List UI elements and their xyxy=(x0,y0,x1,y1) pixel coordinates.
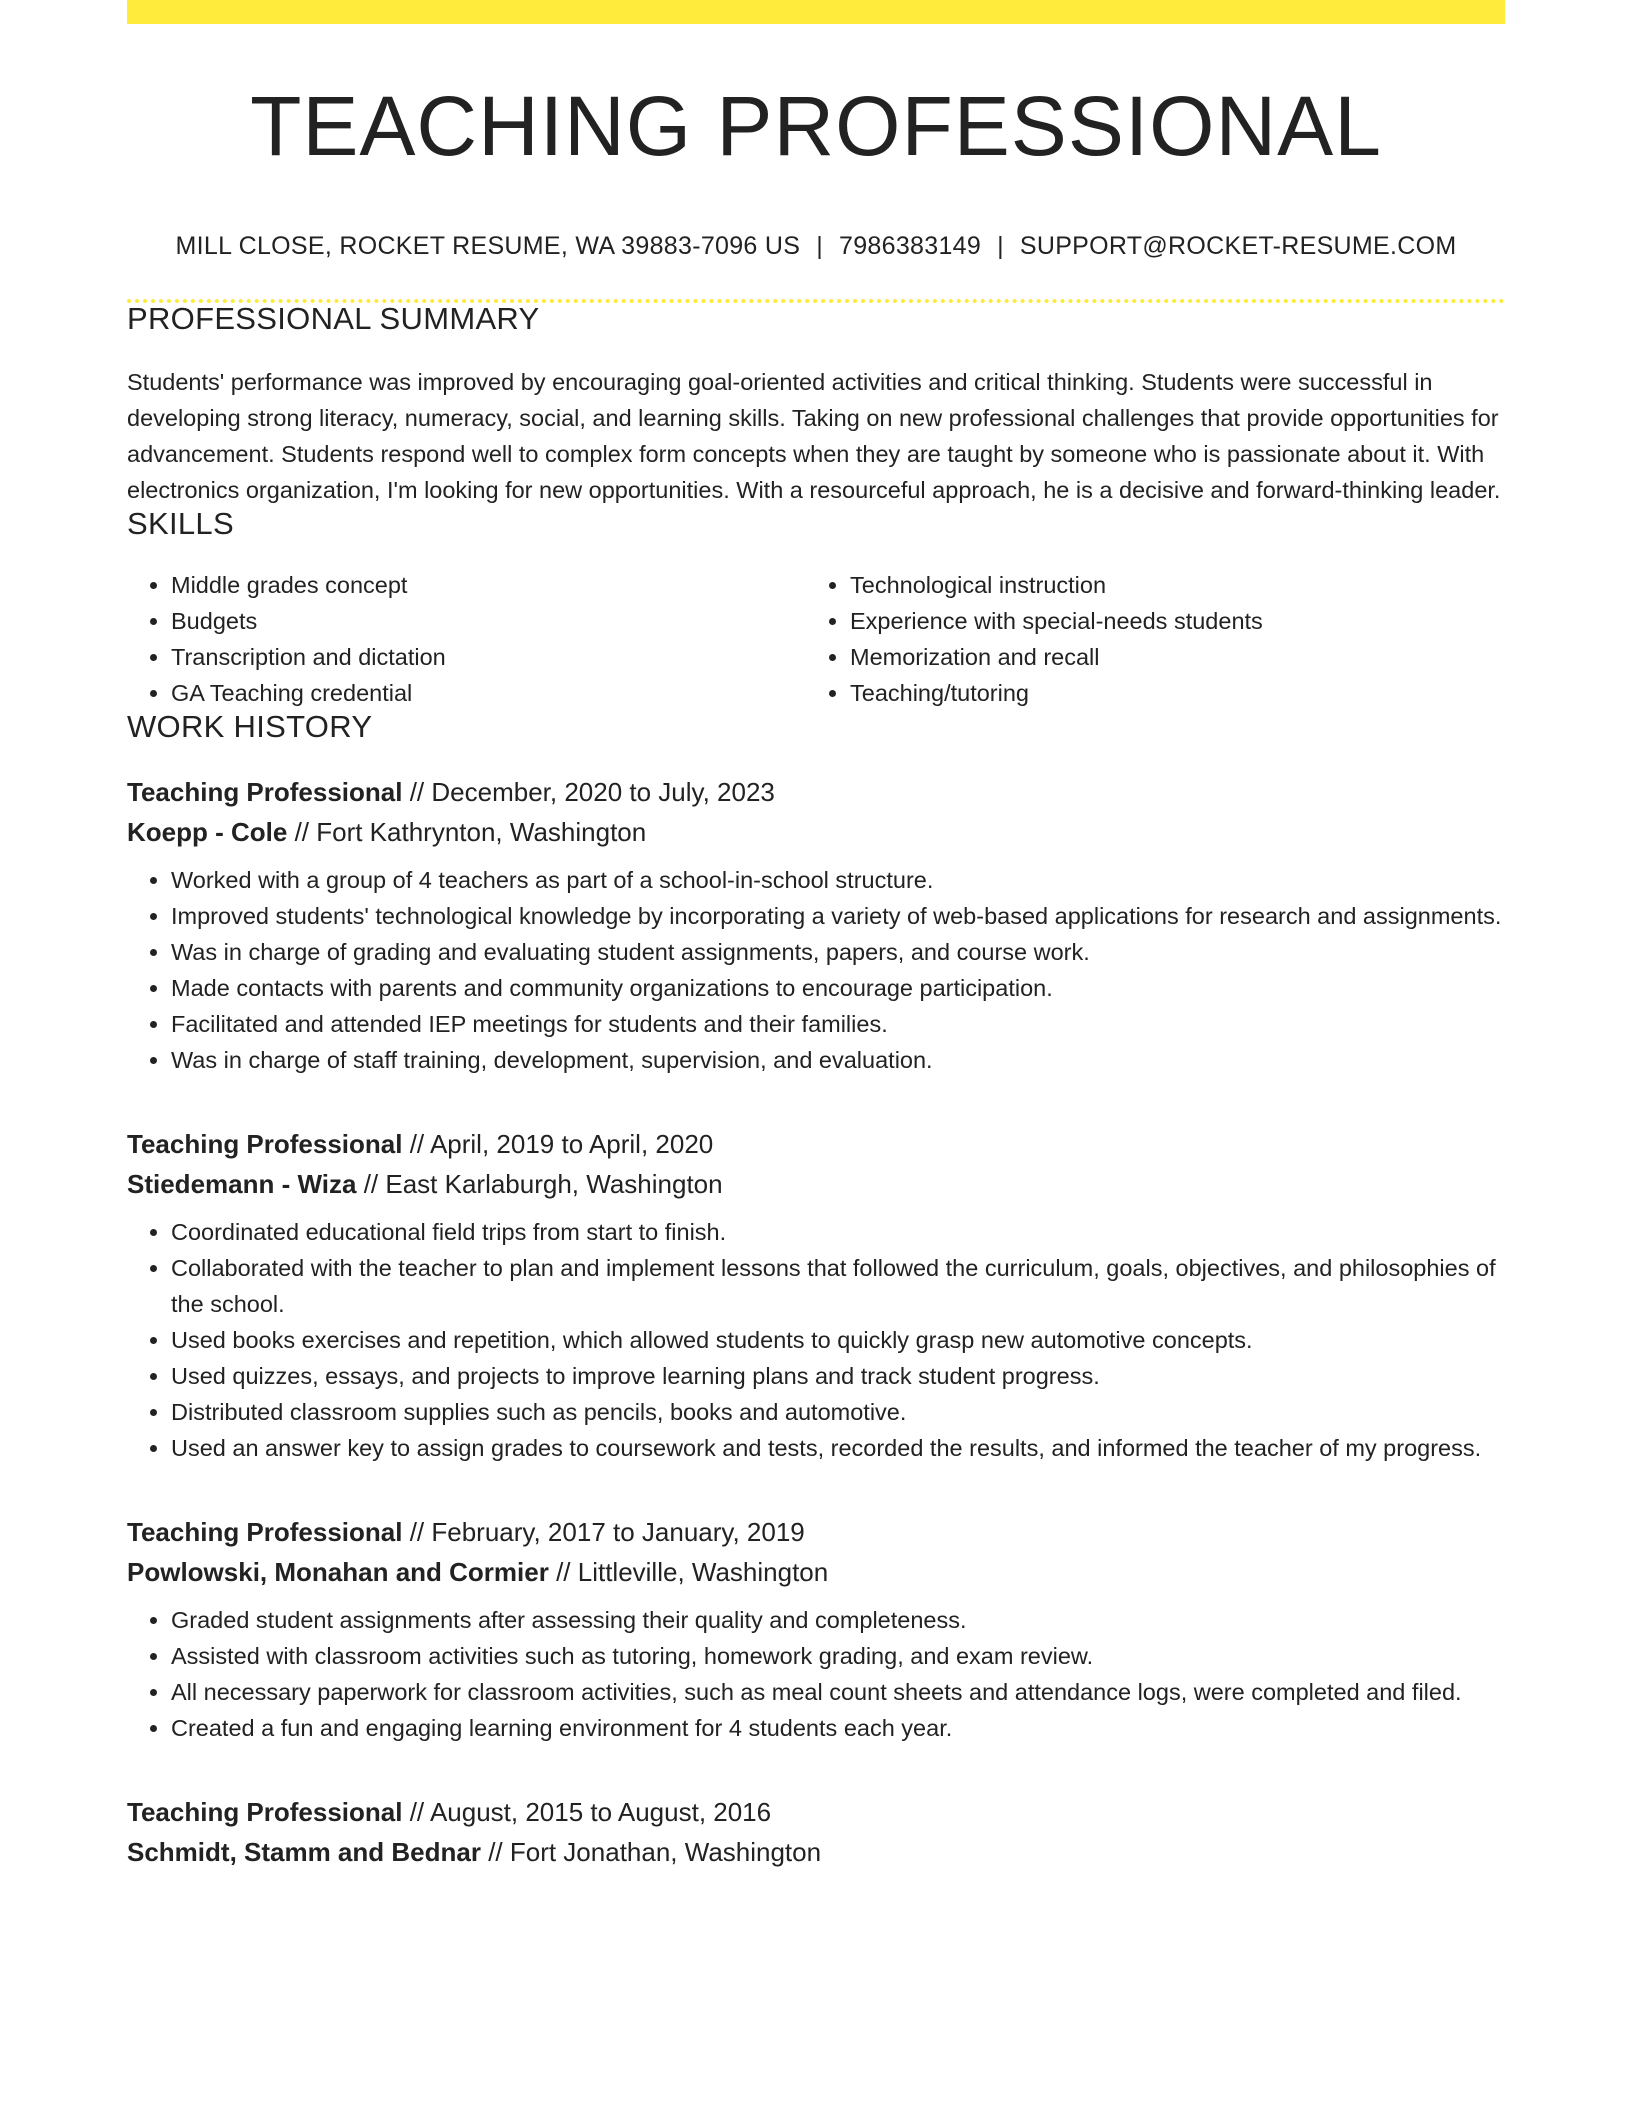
skill-item: • Transcription and dictation xyxy=(171,639,806,675)
job-bullet: • Was in charge of staff training, development, supervision, and evaluation. xyxy=(171,1042,1505,1078)
job-company: Powlowski, Monahan and Cormier xyxy=(127,1557,549,1587)
job-role: Teaching Professional xyxy=(127,1517,403,1547)
job-company: Schmidt, Stamm and Bednar xyxy=(127,1837,481,1867)
job-dates: // April, 2019 to April, 2020 xyxy=(402,1129,714,1159)
job-dates: // February, 2017 to January, 2019 xyxy=(402,1517,805,1547)
job-bullet-list xyxy=(127,1214,1505,1466)
job-role-line xyxy=(127,1512,1505,1552)
job-company-line xyxy=(127,1552,1505,1592)
job-bullet: • Used an answer key to assign grades to coursework and tests, recorded the results, and informed the teacher of my progress. xyxy=(171,1430,1505,1466)
job-bullet-list xyxy=(127,862,1505,1078)
job-location: // Littleville, Washington xyxy=(548,1557,829,1587)
job-location: // Fort Jonathan, Washington xyxy=(480,1837,822,1867)
job-company-line xyxy=(127,1164,1505,1204)
skill-item: • Memorization and recall xyxy=(850,639,1485,675)
job-bullet: • Distributed classroom supplies such as pencils, books and automotive. xyxy=(171,1394,1505,1430)
contact-address: MILL CLOSE, ROCKET RESUME, WA 39883-7096 US xyxy=(175,232,801,260)
job-bullet: • Was in charge of grading and evaluating student assignments, papers, and course work. xyxy=(171,934,1505,970)
resume-page xyxy=(127,0,1505,1872)
job-entry xyxy=(127,1124,1505,1466)
contact-separator: | xyxy=(816,232,824,260)
job-dates: // August, 2015 to August, 2016 xyxy=(402,1797,772,1827)
skill-item: • Middle grades concept xyxy=(171,567,806,603)
job-company-line xyxy=(127,812,1505,852)
job-role: Teaching Professional xyxy=(127,1797,403,1827)
job-company: Stiedemann - Wiza xyxy=(127,1169,357,1199)
contact-email: SUPPORT@ROCKET-RESUME.COM xyxy=(1019,232,1457,260)
skills-list-right xyxy=(806,567,1485,711)
contact-phone: 7986383149 xyxy=(839,232,982,260)
summary-text: Students' performance was improved by encouraging goal-oriented activities and critical thinking. Students were successful in developing strong literacy, numeracy, social, and learning skills. Taking on new professional challenges that provide opportunities for advancement. Students respond well to complex form concepts when they are taught by someone who is passionate about it. With electronics organization, I'm looking for new opportunities. With a resourceful approach, he is a decisive and forward-thinking leader. xyxy=(127,369,1501,503)
skills-list-left xyxy=(127,567,806,711)
skill-item: • GA Teaching credential xyxy=(171,675,806,711)
skill-item: • Teaching/tutoring xyxy=(850,675,1485,711)
job-role-line xyxy=(127,1124,1505,1164)
resume-name: TEACHING PROFESSIONAL xyxy=(250,79,1382,173)
job-location: // Fort Kathrynton, Washington xyxy=(287,817,647,847)
job-entry xyxy=(127,1792,1505,1872)
skills-grid xyxy=(127,567,1505,711)
job-role: Teaching Professional xyxy=(127,777,403,807)
job-entry xyxy=(127,1512,1505,1746)
contact-line xyxy=(127,234,1505,259)
top-accent-bar xyxy=(127,0,1505,24)
skill-item: • Technological instruction xyxy=(850,567,1485,603)
skill-item: • Budgets xyxy=(171,603,806,639)
job-company: Koepp - Cole xyxy=(127,817,288,847)
job-dates: // December, 2020 to July, 2023 xyxy=(402,777,775,807)
job-bullet: • Collaborated with the teacher to plan and implement lessons that followed the curriculum, goals, objectives, and philosophies of the school. xyxy=(171,1250,1505,1322)
job-bullet: • Graded student assignments after assessing their quality and completeness. xyxy=(171,1602,1505,1638)
job-role-line xyxy=(127,1792,1505,1832)
job-bullet: • Made contacts with parents and community organizations to encourage participation. xyxy=(171,970,1505,1006)
job-bullet: • Used books exercises and repetition, which allowed students to quickly grasp new automotive concepts. xyxy=(171,1322,1505,1358)
skills-title: SKILLS xyxy=(127,506,234,541)
job-entry xyxy=(127,772,1505,1078)
job-bullet: • Facilitated and attended IEP meetings for students and their families. xyxy=(171,1006,1505,1042)
job-bullet-list xyxy=(127,1602,1505,1746)
job-company-line xyxy=(127,1832,1505,1872)
job-bullet: • Created a fun and engaging learning environment for 4 students each year. xyxy=(171,1710,1505,1746)
job-bullet: • Improved students' technological knowledge by incorporating a variety of web-based applications for research and assignments. xyxy=(171,898,1505,934)
job-bullet: • All necessary paperwork for classroom activities, such as meal count sheets and attendance logs, were completed and filed. xyxy=(171,1674,1505,1710)
job-bullet: • Used quizzes, essays, and projects to improve learning plans and track student progress. xyxy=(171,1358,1505,1394)
job-role: Teaching Professional xyxy=(127,1129,403,1159)
work-history-title: WORK HISTORY xyxy=(127,709,373,744)
job-bullet: • Coordinated educational field trips from start to finish. xyxy=(171,1214,1505,1250)
skill-item: • Experience with special-needs students xyxy=(850,603,1485,639)
job-role-line xyxy=(127,772,1505,812)
job-bullet: • Worked with a group of 4 teachers as part of a school-in-school structure. xyxy=(171,862,1505,898)
job-location: // East Karlaburgh, Washington xyxy=(356,1169,723,1199)
summary-title: PROFESSIONAL SUMMARY xyxy=(127,301,540,336)
contact-separator: | xyxy=(997,232,1004,260)
job-bullet: • Assisted with classroom activities such as tutoring, homework grading, and exam review. xyxy=(171,1638,1505,1674)
